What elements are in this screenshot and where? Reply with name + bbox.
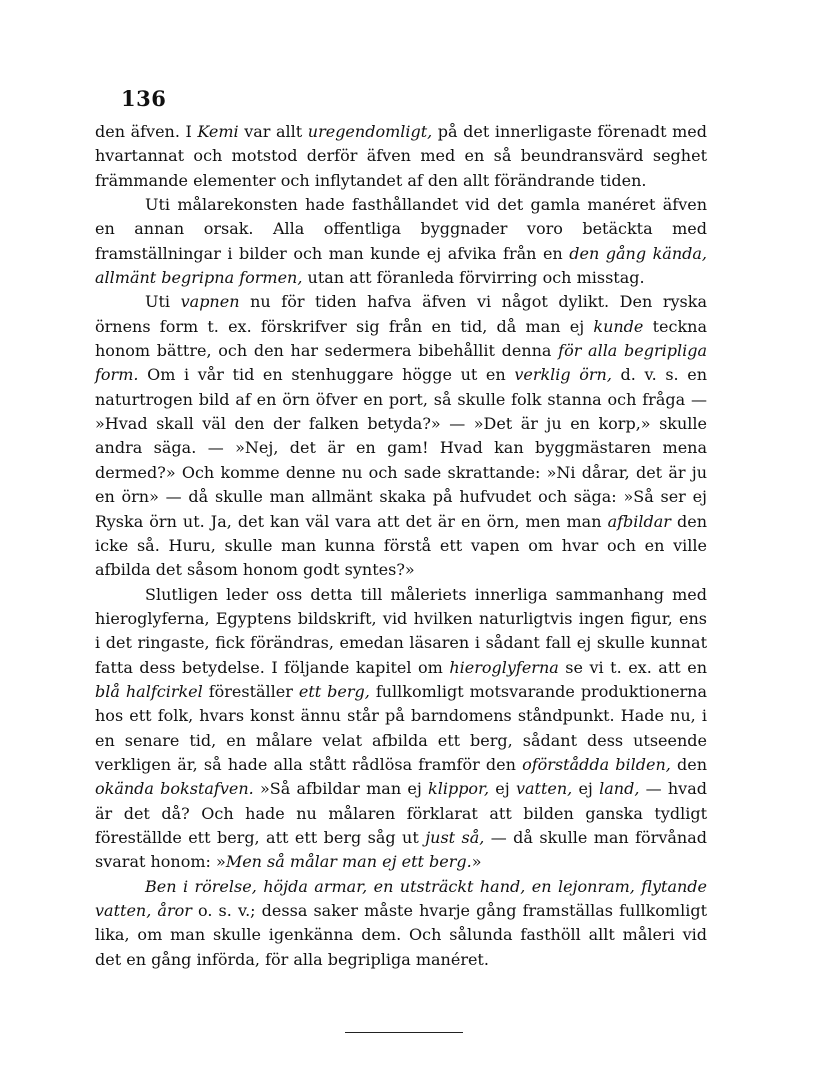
italic-text: ett berg, [298,681,370,701]
text-run: var allt [238,122,308,141]
text-run: den äfven. I [95,122,198,141]
text-run: den icke så. Huru, skulle man kunna förstå ett vapen om hvar och en ville afbilda det såsom honom godt syntes?» [95,511,707,580]
italic-text: Ben i rörelse, höjda armar, en utsträckt hand, en lejonram, flytande vatten, åror [95,876,707,920]
text-run: fullkomligt motsvarande produktionerna hos ett folk, hvars konst ännu står på barndomens ståndpunkt. Hade nu, i en senare tid, en målare velat afbilda ett berg, sådant dess utseende verkligen är, så hade alla stått rådlösa framför den [95,681,708,774]
paragraph [95,875,707,972]
page-number: 136 [121,86,167,111]
italic-text: afbildar [607,511,671,531]
paragraph [95,120,707,193]
paragraph [95,193,707,290]
text-run: den [670,754,708,774]
text-run: ej [572,779,600,799]
text-run: Om i vår tid en stenhuggare högge ut en [138,365,515,385]
italic-text: Kemi [197,122,239,141]
text-run: se vi t. ex. att en [558,657,707,677]
paragraph [95,290,707,582]
text-run: — hvad är det då? Och hade nu målaren förklarat att bilden ganska tydligt föreställde ett berg, att ett berg såg ut [95,779,708,847]
text-run: föreställer [202,681,299,701]
italic-text: klippor, [428,779,490,799]
text-run: Slutligen leder oss detta till måleriets innerliga sammanhang med hieroglyferna, Egyptens bildskrift, vid hvilken naturligtvis ingen figur, ens i det ringaste, fick förändras, emedan läsaren i sådant fall ej skulle kunnat fatta dess betydelse. I följande kapitel om [95,584,707,677]
italic-text: land, [599,779,640,799]
text-run: »Så afbildar man ej [253,779,429,799]
text-run: o. s. v.; dessa saker måste hvarje gång framställas fullkomligt lika, om man skulle igenkänna dem. Och sålunda fasthöll allt måleri vid det en gång införda, för alla begripliga manéret. [95,901,707,969]
italic-text: uregendomligt, [307,122,433,141]
italic-text: okända bokstafven. [95,779,254,799]
text-run: d. v. s. en naturtrogen bild af en örn öfver en port, så skulle folk stanna och fråga — »Hvad skall väl den der falken betyda?» — »Det är ju en korp,» skulle andra säga. — »Nej, det är en gam! Hvad kan byggmästaren mena dermed?» Och komme denne nu och sade skrattande: »Ni dårar, det är ju en örn» — då skulle man allmänt skaka på hufvudet och säga: »Så ser ej Ryska örn ut. Ja, det kan väl vara att det är en örn, men man [95,365,707,531]
text-run: utan att föranleda förvirring och misstag. [302,268,645,288]
body-text [95,120,707,972]
italic-text: den gång kända, allmänt begripna formen, [95,243,708,288]
text-run: Uti [145,292,181,312]
text-run: — då skulle man förvånad svarat honom: » [95,827,707,872]
italic-text: vapnen [180,292,240,312]
italic-text: blå halfcirkel [95,681,203,701]
italic-text: oförstådda bilden, [522,754,671,774]
italic-text: kunde [593,316,644,336]
paragraph [95,583,707,875]
italic-text: Men så målar man ej ett berg. [225,852,472,872]
italic-text: för alla begripliga form. [95,341,708,385]
italic-text: verklig örn, [514,365,612,385]
italic-text: hieroglyferna [449,657,559,677]
text-run: teckna honom bättre, och den har sedermera bibehållit denna [95,316,707,361]
separator-rule [345,1032,463,1033]
text-run: nu för tiden hafva äfven vi något dylikt. Den ryska örnens form t. ex. förskrifver sig från en tid, då man ej [95,292,707,336]
text-run: ej [489,779,516,799]
text-run: Uti målarekonsten hade fasthållandet vid det gamla manéret äfven en annan orsak. Alla offentliga byggnader voro betäckta med framställningar i bilder och man kunde ej afvika från en [95,195,707,263]
italic-text: just så, [425,827,485,847]
text-run: » [471,852,482,872]
italic-text: vatten, [515,779,573,799]
text-run: på det innerligaste förenadt med hvartannat och motstod derför äfven med en så beundransvärd seghet främmande elementer och inflytandet af den allt förändrande tiden. [95,122,708,190]
